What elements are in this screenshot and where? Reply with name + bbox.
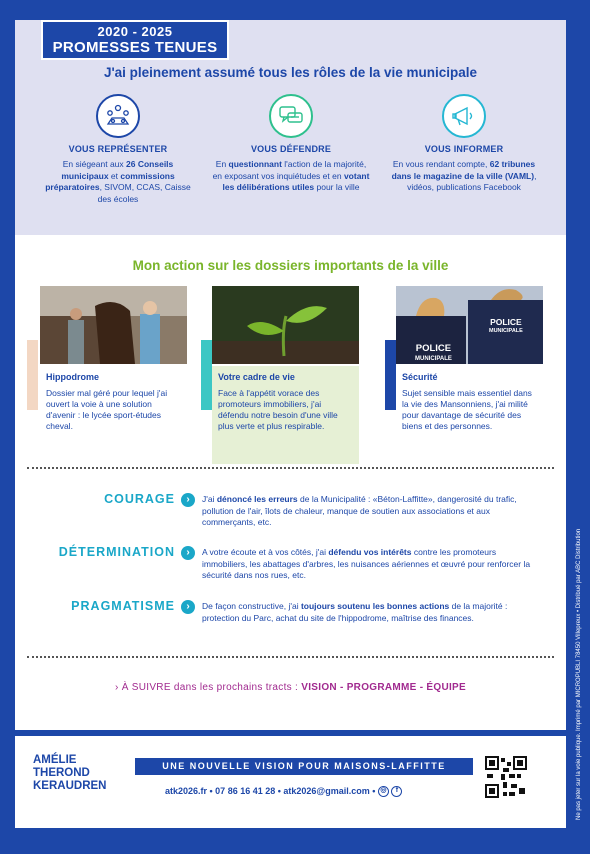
contact-line: atk2026.fr • 07 86 16 41 28 • atk2026@gmail.com • ◎ f	[165, 786, 402, 797]
header-badge	[41, 20, 229, 60]
slogan-bar: UNE NOUVELLE VISION POUR MAISONS-LAFFITTE	[135, 758, 473, 775]
card-box	[40, 366, 187, 464]
role-represent	[38, 94, 198, 205]
value-courage: COURAGE	[104, 492, 175, 506]
chevron-right-icon: ›	[181, 546, 195, 560]
header-title: PROMESSES TENUES	[52, 39, 218, 56]
card-text: Sujet sensible mais essentiel dans la vie des Mansonniens, j'ai milité pour davantage de sécurité des biens et des personnes.	[402, 388, 532, 431]
facebook-icon[interactable]: f	[391, 786, 402, 797]
card-accent	[27, 340, 38, 410]
value-determination-text: A votre écoute et à vos côtés, j'ai défendu vos intérêts contre les promoteurs immobiliers, les abattages d'arbres, les nuisances aériennes et œuvré pour renforcer la sécurité dans nos rues, etc.	[202, 547, 531, 580]
card-title: Hippodrome	[46, 372, 99, 382]
card-title: Votre cadre de vie	[218, 372, 295, 382]
candidate-name: AMÉLIE THEROND KERAUDREN	[33, 754, 107, 792]
plant-photo	[212, 286, 359, 364]
chevron-right-icon: ›	[181, 493, 195, 507]
police-label-left: POLICE MUNICIPALE	[415, 343, 452, 362]
card-text: Dossier mal géré pour lequel j'ai ouvert la voie à une solution d'avenir : le lycée sport-études cheval.	[46, 388, 168, 431]
card-box	[396, 366, 543, 464]
megaphone-icon	[442, 94, 486, 138]
value-pragmatisme-text: De façon constructive, j'ai toujours soutenu les bonnes actions de la majorité : protection du Parc, achat du site de l'hippodrome, maîtrise des finances.	[202, 601, 508, 623]
main-panel	[15, 20, 566, 730]
speech-bubbles-icon	[269, 94, 313, 138]
value-determination: DÉTERMINATION	[58, 545, 175, 559]
instagram-icon[interactable]: ◎	[378, 786, 389, 797]
header-years: 2020 - 2025	[97, 24, 173, 39]
people-meeting-icon	[96, 94, 140, 138]
role-inform	[384, 94, 544, 194]
card-accent	[385, 340, 396, 410]
role-title: VOUS INFORMER	[424, 144, 504, 154]
role-desc: En vous rendant compte, 62 tribunes dans le magazine de la ville (VAML), vidéos, publications Facebook	[391, 159, 537, 192]
role-title: VOUS REPRÉSENTER	[68, 144, 168, 154]
divider-bottom	[27, 656, 554, 658]
dossiers-heading: Mon action sur les dossiers importants de la ville	[132, 258, 449, 273]
footer	[15, 736, 566, 828]
value-pragmatisme: PRAGMATISME	[71, 599, 175, 613]
legal-side-text: Ne pas jeter sur la voie publique. Imprimé par MICROPUBLI 78450 Villepreux • Distribué par ABC Distribution	[576, 528, 582, 820]
police-label-right: POLICE MUNICIPALE	[489, 317, 523, 334]
card-title: Sécurité	[402, 372, 438, 382]
hippodrome-photo	[40, 286, 187, 364]
card-text: Face à l'appétit vorace des promoteurs immobiliers, j'ai défendu notre besoin d'une ville plus verte et plus respirable.	[218, 388, 338, 431]
chevron-right-icon: ›	[114, 682, 122, 693]
card-accent	[201, 340, 212, 410]
roles-heading: J'ai pleinement assumé tous les rôles de la vie municipale	[103, 65, 478, 80]
next-tracts: › À SUIVRE dans les prochains tracts : VISION - PROGRAMME - ÉQUIPE	[114, 682, 466, 693]
role-desc: En siégeant aux 26 Conseils municipaux et commissions préparatoires, SIVOM, CCAS, Caisse des écoles	[45, 159, 191, 204]
value-courage-text: J'ai dénoncé les erreurs de la Municipalité : «Béton-Laffitte», dangerosité du trafic, pollution de l'air, îlots de chaleur, manque de soutien aux associations et aux commerçants, etc.	[202, 494, 517, 527]
role-title: VOUS DÉFENDRE	[250, 144, 332, 154]
divider-top	[27, 467, 554, 469]
role-desc: En questionnant l'action de la majorité, en exposant vos inquiétudes et en votant les délibérations utiles pour la ville	[212, 159, 370, 192]
role-defend	[211, 94, 371, 194]
chevron-right-icon: ›	[181, 600, 195, 614]
qr-code[interactable]	[485, 756, 527, 798]
card-box	[212, 366, 359, 464]
